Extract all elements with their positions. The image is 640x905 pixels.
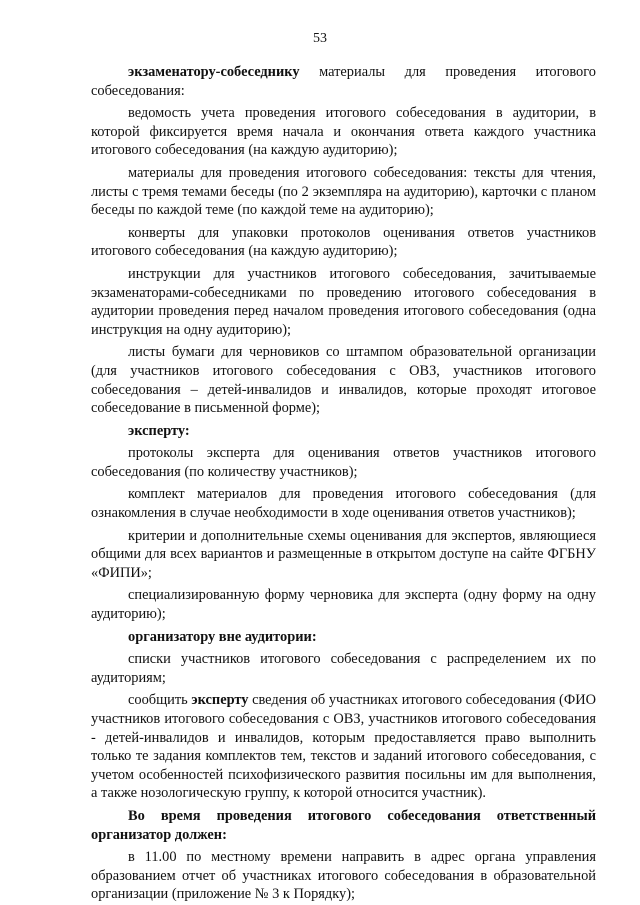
paragraph-outside-organizer-heading: организатору вне аудитории: <box>128 628 317 645</box>
paragraph-participant-lists: списки участников итогового собеседования с распределением их по аудиториям; <box>91 651 596 686</box>
paragraph-draft-form: специализированную форму черновика для эксперта (одну форму на одну аудиторию); <box>91 587 596 623</box>
paragraph-interview-materials: материалы для проведения итогового собеседования: тексты для чтения, листы с тремя темами беседы (по 2 экземпляра на аудиторию), карточки с планом беседы по каждой теме (по каждой теме на аудиторию); <box>91 164 596 219</box>
paragraph-instructions: инструкции для участников итогового собеседования, зачитываемые экзаменаторами-собеседниками по проведению итогового собеседования в аудитории проведения перед началом проведения итогового собеседования (одна инструкция на одну аудиторию); <box>91 265 596 338</box>
paragraph-during-interview-heading: Во время проведения итогового собеседования ответственный организатор должен: <box>91 807 596 843</box>
paragraph-envelopes: конверты для упаковки протоколов оценивания ответов участников итогового собеседования (на каждую аудиторию); <box>91 224 596 260</box>
paragraph-expert-heading: эксперту: <box>128 422 190 439</box>
inform-expert-bold: эксперту <box>191 692 249 709</box>
page-number: 53 <box>313 31 327 46</box>
inform-expert-rest: сведения об участниках итогового собеседования (ФИО участников итогового собеседования с ОВЗ, участников итогового собеседования - детей-инвалидов и инвалидов, которым предоставляется право выполнить только те задания комплектов тем, текстов и заданий итогового собеседования, с учетом особенностей психофизического развития посильны им для выполнения, а также нозологическую группу, к которой относится участник). <box>91 692 596 802</box>
examiner-heading: экзаменатору-собеседнику <box>128 64 300 80</box>
paragraph-draft-sheets: листы бумаги для черновиков со штампом образовательной организации (для участников итогового собеседования с ОВЗ, участников итогового собеседования – детей-инвалидов и инвалидов, которые проходят итоговое собеседование в письменной форме); <box>91 344 596 417</box>
paragraph-examiner-materials <box>91 63 596 100</box>
paragraph-report: в 11.00 по местному времени направить в адрес органа управления образованием отчет об участниках итогового собеседования в образовательной организации (приложение № 3 к Порядку); <box>91 849 596 903</box>
paragraph-criteria: критерии и дополнительные схемы оценивания для экспертов, являющиеся общими для всех вариантов и размещенные в открытом доступе на сайте ФГБНУ «ФИПИ»; <box>91 527 596 581</box>
document-body <box>91 63 596 904</box>
paragraph-materials-set: комплект материалов для проведения итогового собеседования (для ознакомления в случае необходимости в ходе оценивания ответов участников); <box>91 486 596 522</box>
paragraph-expert-protocols: протоколы эксперта для оценивания ответов участников итогового собеседования (по количеству участников); <box>91 445 596 480</box>
inform-expert-start: сообщить <box>128 692 192 709</box>
examiner-heading-rest: материалы для проведения итогового собеседования: <box>91 64 596 99</box>
paragraph-inform-expert <box>91 691 596 803</box>
paragraph-attendance-sheet: ведомость учета проведения итогового собеседования в аудитории, в которой фиксируется время начала и окончания ответа каждого участника итогового собеседования (на каждую аудиторию); <box>91 105 596 159</box>
